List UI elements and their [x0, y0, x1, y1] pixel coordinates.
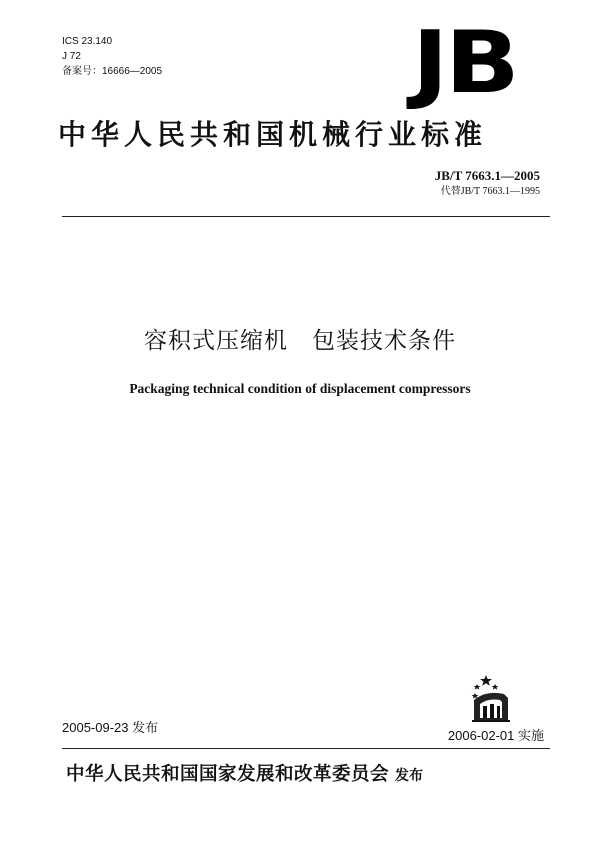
implementation-date: 2006-02-01 实施: [447, 728, 544, 743]
standard-category-title: 中华人民共和国机械行业标准: [58, 118, 488, 151]
issuer-suffix: 发布: [395, 768, 424, 784]
jb-logo: JB: [412, 13, 517, 113]
replaced-standard: 代替JB/T 7663.1—1995: [440, 186, 540, 197]
record-number: 备案号：16666—2005: [62, 66, 163, 77]
document-title-chinese: 容积式压缩机 包装技术条件: [144, 328, 456, 354]
top-divider: [62, 216, 550, 217]
standard-number: JB/T 7663.1—2005: [434, 168, 540, 183]
bottom-divider: [62, 748, 550, 749]
issuing-authority: [66, 763, 423, 788]
ics-code: ICS 23.140: [62, 36, 113, 47]
classification-code: J 72: [62, 51, 81, 62]
issuer-name: 中华人民共和国国家发展和改革委员会: [66, 764, 390, 785]
document-title-english: Packaging technical condition of displacement compressors: [129, 381, 471, 396]
publisher-emblem-icon: [466, 672, 514, 722]
issue-date: 2005-09-23 发布: [62, 720, 159, 735]
